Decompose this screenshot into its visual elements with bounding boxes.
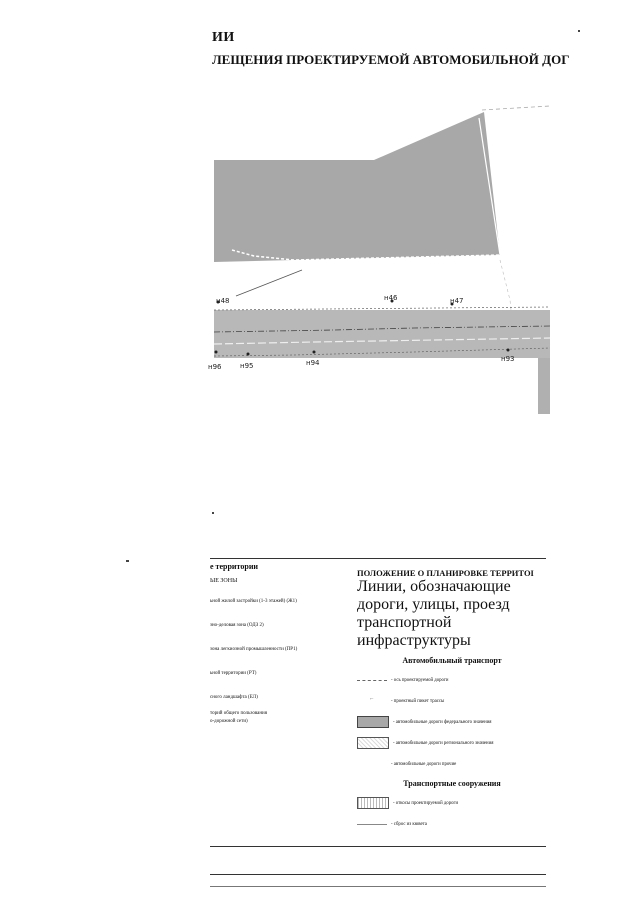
point-label-n48: н48 — [216, 297, 230, 305]
legend-zone-row: зно-деловая зона (ОДЗ 2) — [210, 622, 264, 628]
territory-area — [214, 112, 500, 262]
legend-zone-row: ьной территории (РТ) — [210, 670, 257, 676]
legend-zone-row: о-дорожной сети) — [210, 718, 248, 724]
legend-transport-heading: ПОЛОЖЕНИЕ О ПЛАНИРОВКЕ ТЕРРИТОІ — [357, 568, 534, 578]
divider-mid — [210, 558, 546, 559]
legend-zones-subheading: ЫЕ ЗОНЫ — [210, 577, 238, 584]
regional-road-swatch — [357, 737, 389, 749]
point-label-n93: н93 — [501, 355, 515, 363]
planning-map — [208, 100, 550, 520]
legend-item-label: - автомобильные дороги федерального значения — [393, 719, 492, 725]
boundary-line-top — [482, 106, 550, 110]
legend-item-label: - автомобильные дороги прочие — [391, 761, 457, 767]
divider-bottom-2 — [210, 874, 546, 875]
divider-bottom-3 — [210, 886, 546, 887]
scan-speck — [578, 30, 580, 32]
legend-zones — [210, 562, 350, 743]
point-label-n95: н95 — [240, 362, 254, 370]
ramp-line — [236, 270, 302, 296]
point-n95-marker — [247, 353, 250, 356]
divider-bottom-1 — [210, 846, 546, 847]
point-label-n94: н94 — [306, 359, 320, 367]
legend-zone-row: зона легкиозной промышленности (ПР1) — [210, 646, 298, 652]
legend-zone-row: ьной жилой застройки (1-3 этажей) (Ж1) — [210, 598, 297, 604]
legend-zone-row: сного ландшафта (ЕЛ) — [210, 694, 258, 700]
legend-section-auto: Автомобильный транспорт — [402, 656, 502, 665]
legend-zone-row: торий общего пользования — [210, 710, 268, 716]
ramp-wedge — [234, 268, 308, 300]
legend-item — [357, 671, 547, 689]
point-label-n46: н46 — [384, 294, 398, 302]
road-edge-top — [214, 307, 550, 310]
legend-section-structures: Транспортные сооружения — [403, 779, 501, 788]
legend-zones-heading: е территории — [210, 562, 259, 571]
picket-swatch: ⌐ — [370, 696, 374, 702]
page-title-top: ИИ — [212, 30, 235, 45]
page-title: ЛЕЩЕНИЯ ПРОЕКТИРУЕМОЙ АВТОМОБИЛЬНОЙ ДОГ — [212, 52, 570, 67]
legend-item — [357, 734, 547, 752]
legend-item-label: - ось проектируемой дороги — [391, 677, 449, 683]
right-gray-strip — [538, 358, 550, 414]
point-label-n96: н96 — [208, 363, 222, 371]
legend-item-label: - сброс из кювета — [391, 821, 427, 827]
point-n96-marker — [215, 351, 218, 354]
scan-speck — [212, 512, 214, 514]
legend-item-label: - откосы проектируемой дороги — [393, 800, 459, 806]
ditch-outlet-swatch — [357, 824, 387, 825]
federal-road-swatch — [357, 716, 389, 728]
road-corridor — [214, 310, 550, 358]
legend-transport-subheading-2: транспортной инфраструктуры — [357, 614, 471, 649]
legend-item — [357, 815, 547, 833]
legend-item-label: - автомобильные дороги регионального значения — [393, 740, 494, 746]
legend-transport-subheading: Линии, обозначающие дороги, улицы, проезд — [357, 578, 511, 613]
legend-item — [357, 692, 547, 710]
legend-item — [357, 755, 547, 773]
point-n94-marker — [313, 351, 316, 354]
axis-line-swatch — [357, 680, 387, 681]
slope-swatch — [357, 797, 389, 809]
point-label-n47: н47 — [450, 297, 464, 305]
point-n93-marker — [507, 349, 510, 352]
legend-transport — [357, 568, 547, 836]
legend-item — [357, 713, 547, 731]
legend-item — [357, 794, 547, 812]
legend-item-label: - проектный пикет трассы — [391, 698, 445, 704]
scan-speck — [126, 560, 129, 562]
other-road-swatch — [357, 759, 387, 769]
